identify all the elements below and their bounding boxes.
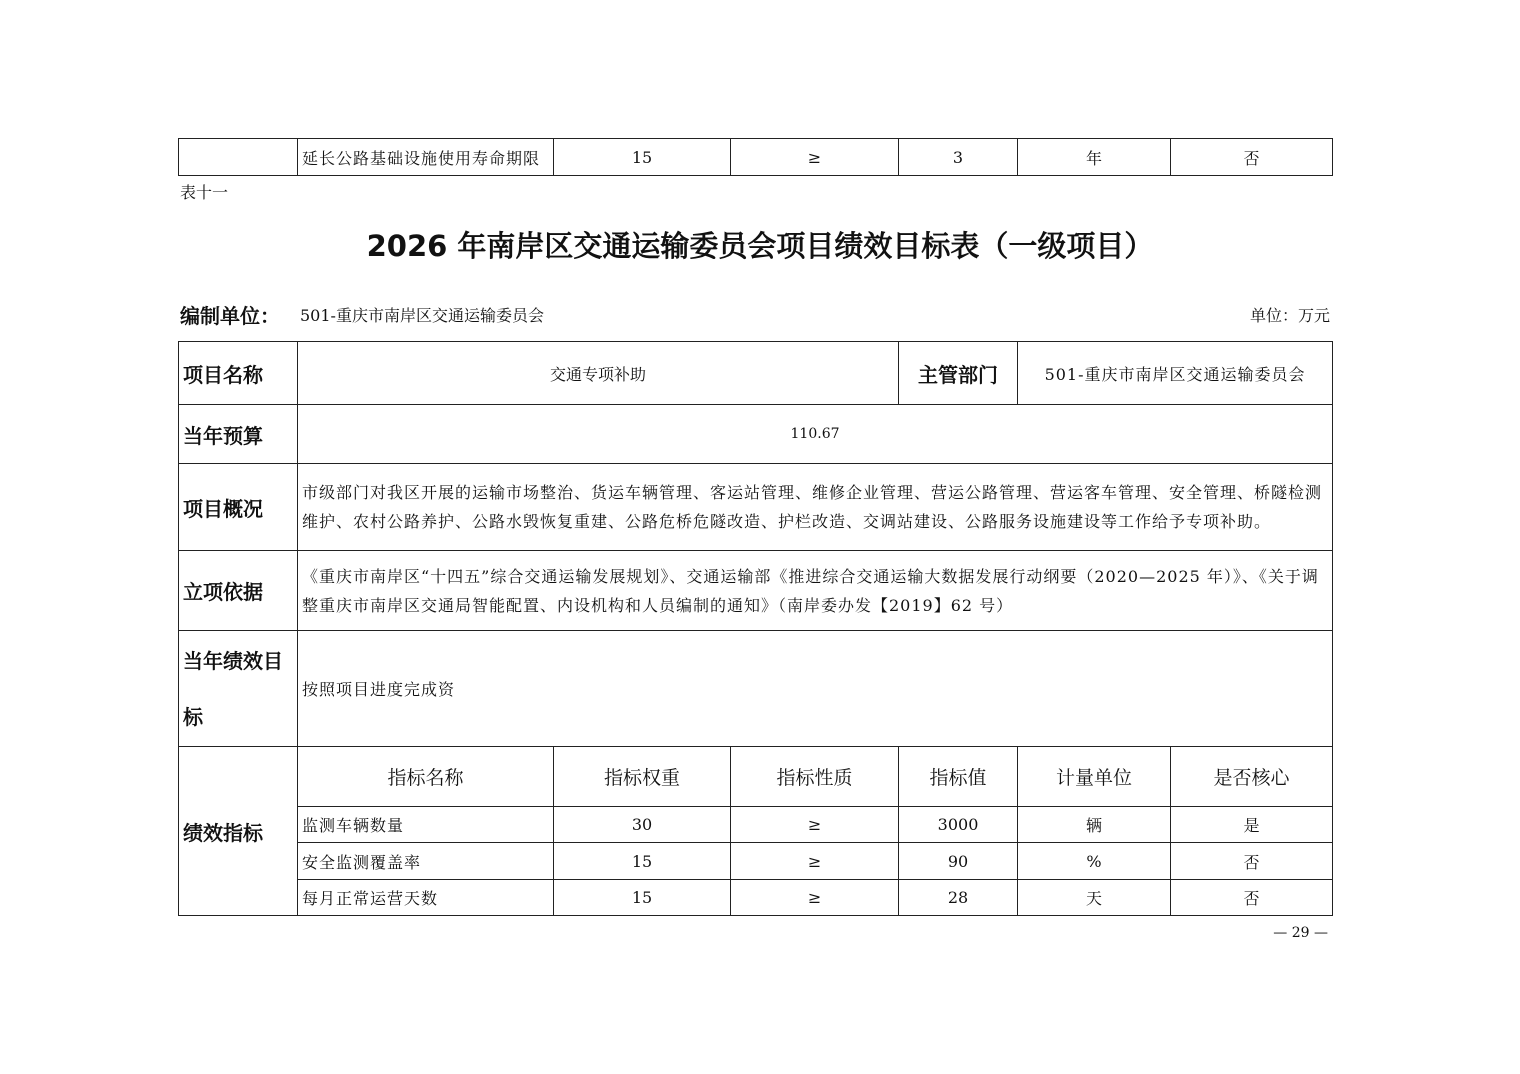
indicator-value: 3 <box>899 139 1018 176</box>
indicator-name: 安全监测覆盖率 <box>298 843 554 880</box>
indicator-value: 28 <box>899 880 1018 916</box>
table-row <box>179 405 1333 464</box>
indicator-unit: % <box>1018 843 1171 880</box>
indicator-weight: 30 <box>554 807 731 843</box>
unit-text: 单位：万元 <box>1249 306 1330 325</box>
indicator-unit: 天 <box>1018 880 1171 916</box>
goal-value: 按照项目进度完成资 <box>298 631 1333 747</box>
table-row <box>179 139 1333 176</box>
overview-label: 项目概况 <box>179 464 298 551</box>
indicator-weight: 15 <box>554 139 731 176</box>
header-core: 是否核心 <box>1171 747 1333 807</box>
basis-value: 《重庆市南岸区“十四五”综合交通运输发展规划》、交通运输部《推进综合交通运输大数据发展行动纲要（2020—2025 年）》、《关于调整重庆市南岸区交通局智能配置、内设机构和人员编制的通知》（南岸委办发【2019】62 号） <box>298 551 1333 631</box>
budget-value: 110.67 <box>298 405 1333 464</box>
indicator-core: 否 <box>1171 843 1333 880</box>
indicator-nature: ≥ <box>731 139 899 176</box>
indicator-core: 否 <box>1171 139 1333 176</box>
project-name-value: 交通专项补助 <box>298 342 899 405</box>
header-nature: 指标性质 <box>731 747 899 807</box>
goal-label: 当年绩效目标 <box>179 631 298 747</box>
table-row <box>179 464 1333 551</box>
indicator-core: 否 <box>1171 880 1333 916</box>
indicator-name: 每月正常运营天数 <box>298 880 554 916</box>
table-row <box>179 342 1333 405</box>
budget-label: 当年预算 <box>179 405 298 464</box>
indicator-value: 90 <box>899 843 1018 880</box>
org-label: 编制单位： <box>180 304 280 328</box>
indicators-label: 绩效指标 <box>179 747 298 916</box>
indicator-value: 3000 <box>899 807 1018 843</box>
table-row <box>179 843 1333 880</box>
previous-table-continuation <box>178 138 1333 176</box>
overview-value: 市级部门对我区开展的运输市场整治、货运车辆管理、客运站管理、维修企业管理、营运公路管理、营运客车管理、安全管理、桥隧检测维护、农村公路养护、公路水毁恢复重建、公路危桥危隧改造、护栏改造、交调站建设、公路服务设施建设等工作给予专项补助。 <box>298 464 1333 551</box>
indicator-core: 是 <box>1171 807 1333 843</box>
table-row <box>179 880 1333 916</box>
dept-value: 501-重庆市南岸区交通运输委员会 <box>1018 342 1333 405</box>
table-label: 表十一 <box>180 183 229 202</box>
header-name: 指标名称 <box>298 747 554 807</box>
indicator-nature: ≥ <box>731 843 899 880</box>
dept-label: 主管部门 <box>899 342 1018 405</box>
project-name-label: 项目名称 <box>179 342 298 405</box>
empty-cell <box>179 139 298 176</box>
indicator-name: 延长公路基础设施使用寿命期限 <box>298 139 554 176</box>
org-value: 501-重庆市南岸区交通运输委员会 <box>300 306 544 325</box>
table-row <box>179 631 1333 747</box>
performance-target-table <box>178 341 1333 916</box>
header-weight: 指标权重 <box>554 747 731 807</box>
indicator-weight: 15 <box>554 880 731 916</box>
header-unit: 计量单位 <box>1018 747 1171 807</box>
table-row <box>179 551 1333 631</box>
indicator-nature: ≥ <box>731 880 899 916</box>
indicator-header-row <box>179 747 1333 807</box>
org-line <box>180 300 1330 326</box>
table-row <box>179 807 1333 843</box>
basis-label: 立项依据 <box>179 551 298 631</box>
page-title: 2026 年南岸区交通运输委员会项目绩效目标表（一级项目） <box>366 229 1154 263</box>
indicator-weight: 15 <box>554 843 731 880</box>
indicator-name: 监测车辆数量 <box>298 807 554 843</box>
indicator-unit: 年 <box>1018 139 1171 176</box>
header-value: 指标值 <box>899 747 1018 807</box>
indicator-nature: ≥ <box>731 807 899 843</box>
indicator-unit: 辆 <box>1018 807 1171 843</box>
page-number: — 29 — <box>1273 925 1328 941</box>
